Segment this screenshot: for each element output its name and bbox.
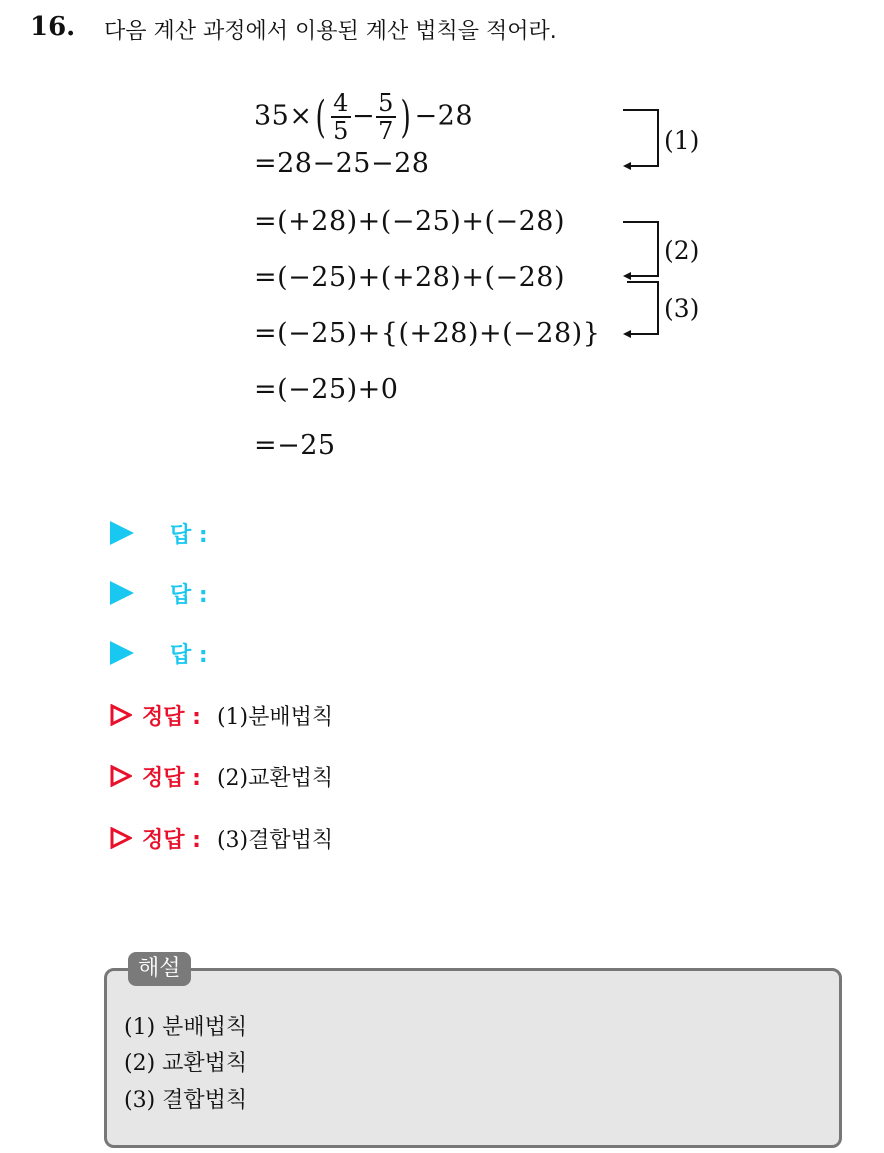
correct-row-2 [110,761,333,791]
fraction-1-numerator: 4 [333,89,349,117]
work-line-7: =−25 [254,430,336,461]
play-icon [110,581,134,605]
play-icon [110,641,134,665]
explanation-line-2: (2) 교환법칙 [124,1051,248,1076]
bracket-3 [627,282,658,334]
work-line-3: =(+28)+(−25)+(−28) [254,206,566,237]
correct-value-3: (3)결합법칙 [216,827,334,853]
arrowhead-1 [623,162,631,170]
bracket-label-2: (2) [664,236,700,265]
work-line-1 [254,90,473,144]
correct-label: 정답 : [142,765,201,791]
fraction-1 [331,90,351,144]
play-icon [110,521,134,545]
outline-triangle-icon [110,765,132,787]
line1-prefix: 35× [254,100,313,132]
bracket-label-3: (3) [664,294,700,323]
answer-row-2 [110,578,208,608]
outline-triangle-icon [110,827,132,849]
explanation-line-1: (1) 분배법칙 [124,1015,248,1040]
bracket-1 [623,110,658,166]
answer-label: 답 : [170,522,208,548]
fraction-minus: − [351,100,376,132]
work-line-6: =(−25)+0 [254,374,399,405]
fraction-2-numerator: 5 [378,89,394,117]
fraction-2 [376,90,396,144]
left-paren: ( [316,91,327,143]
work-line-5: =(−25)+{(+28)+(−28)} [254,318,601,349]
correct-value-2: (2)교환법칙 [216,765,334,791]
correct-value-1: (1)분배법칙 [216,704,334,730]
arrowhead-2 [623,272,631,280]
correct-row-3 [110,823,333,853]
fraction-1-denominator: 5 [333,117,349,145]
bracket-2 [623,222,658,276]
answer-row-1 [110,518,208,548]
right-paren: ) [400,91,411,143]
fraction-2-denominator: 7 [378,117,394,145]
work-line-4: =(−25)+(+28)+(−28) [254,262,566,293]
line1-suffix: −28 [414,100,473,132]
correct-row-1 [110,700,333,730]
correct-label: 정답 : [142,704,201,730]
answer-label: 답 : [170,642,208,668]
question-text: 다음 계산 과정에서 이용된 계산 법칙을 적어라. [104,19,557,44]
arrowhead-3 [623,330,631,338]
correct-label: 정답 : [142,827,201,853]
answer-label: 답 : [170,582,208,608]
work-line-2: =28−25−28 [254,148,430,179]
explanation-tag: 해설 [128,952,191,986]
outline-triangle-icon [110,704,132,726]
bracket-label-1: (1) [664,126,700,155]
answer-row-3 [110,638,208,668]
explanation-line-3: (3) 결합법칙 [124,1088,248,1113]
question-number: 16. [30,12,76,42]
